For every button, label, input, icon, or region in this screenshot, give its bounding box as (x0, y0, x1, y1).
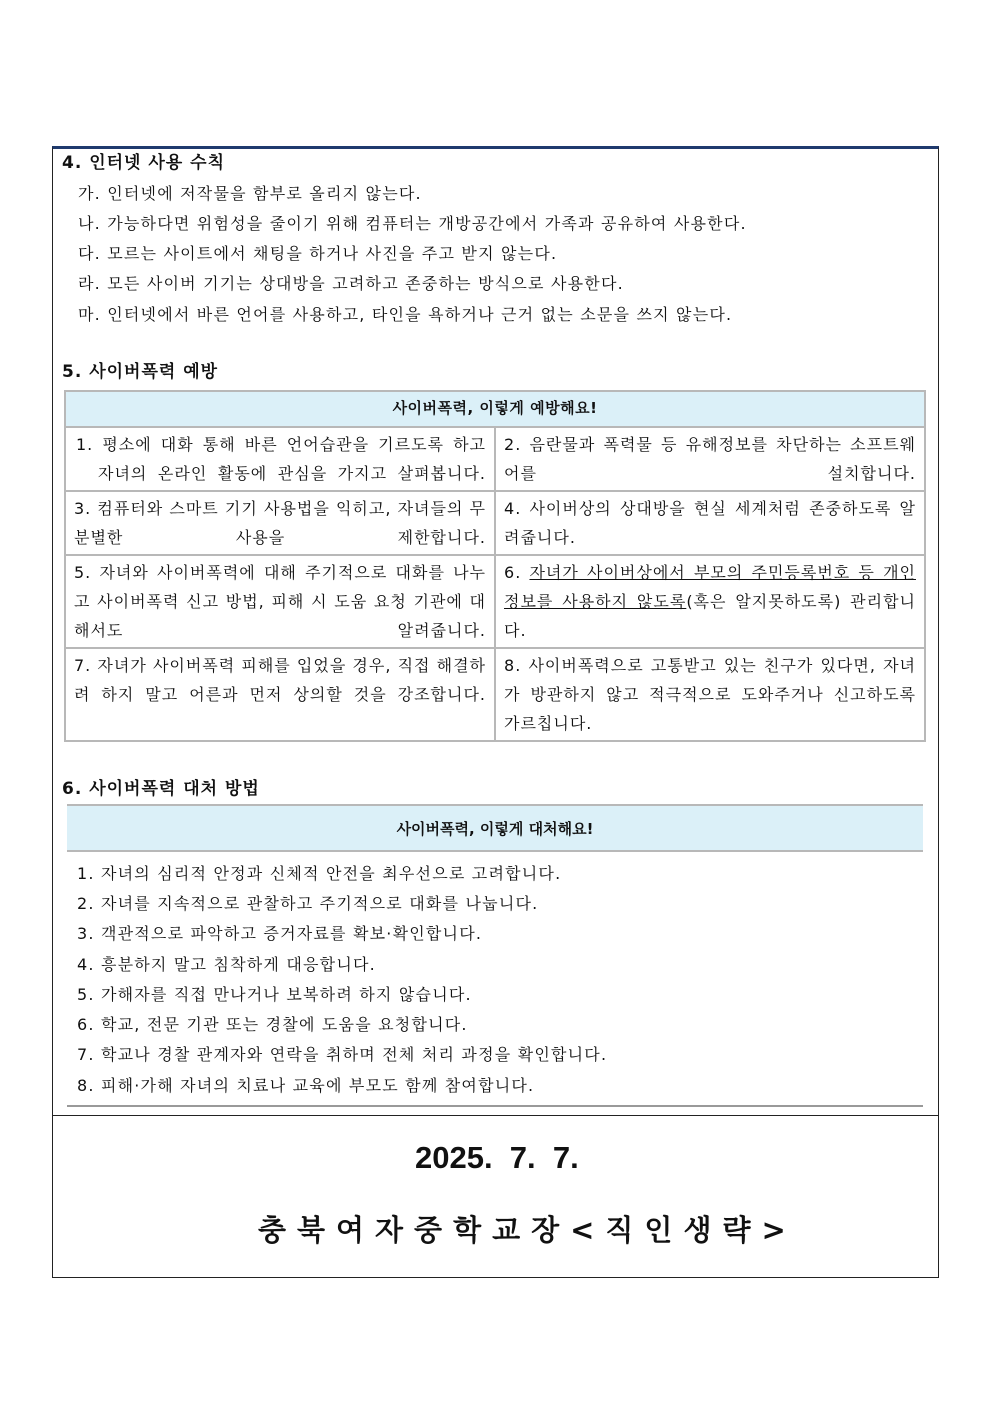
response-item: 2. 자녀를 지속적으로 관찰하고 주기적으로 대화를 나눕니다. (77, 894, 539, 913)
prevention-cell-7: 7. 자녀가 사이버폭력 피해를 입었을 경우, 직접 해결하려 하지 말고 어른과 먼저 상의할 것을 강조합니다. (65, 648, 495, 741)
prevention-cell-3: 3. 컴퓨터와 스마트 기기 사용법을 익히고, 자녀들의 무분별한 사용을 제한합니다. (65, 491, 495, 555)
rule-item: 가. 인터넷에 저작물을 함부로 올리지 않는다. (78, 184, 422, 203)
rule-item: 마. 인터넷에서 바른 언어를 사용하고, 타인을 욕하거나 근거 없는 소문을 쓰지 않는다. (78, 305, 733, 324)
response-item: 7. 학교나 경찰 관계자와 연락을 취하며 전체 처리 과정을 확인합니다. (77, 1045, 608, 1064)
response-item: 5. 가해자를 직접 만나거나 보복하려 하지 않습니다. (77, 985, 472, 1004)
response-item: 8. 피해·가해 자녀의 치료나 교육에 부모도 함께 참여합니다. (77, 1076, 535, 1095)
prevention-cell-4: 4. 사이버상의 상대방을 현실 세계처럼 존중하도록 알려줍니다. (495, 491, 925, 555)
response-item: 4. 흥분하지 말고 침착하게 대응합니다. (77, 955, 376, 974)
prevention-table-title: 사이버폭력, 이렇게 예방해요! (65, 391, 925, 427)
section-4-heading: 4. 인터넷 사용 수칙 (62, 153, 225, 173)
prevention-cell-1: 1. 평소에 대화 통해 바른 언어습관을 기르도록 하고 자녀의 온라인 활동에 관심을 가지고 살펴봅니다. (65, 427, 495, 491)
section-6-heading: 6. 사이버폭력 대처 방법 (62, 779, 260, 799)
prevention-cell-5: 5. 자녀와 사이버폭력에 대해 주기적으로 대화를 나누고 사이버폭력 신고 방법, 피해 시 도움 요청 기관에 대해서도 알려줍니다. (65, 555, 495, 648)
rule-item: 라. 모든 사이버 기기는 상대방을 고려하고 존중하는 방식으로 사용한다. (78, 274, 624, 293)
response-item: 1. 자녀의 심리적 안정과 신체적 안전을 최우선으로 고려합니다. (77, 864, 562, 883)
prevention-table (64, 390, 926, 742)
divider (67, 1105, 923, 1107)
principal-signature: 충북여자중학교장<직인생략> (258, 1213, 797, 1247)
underlined-text: 자녀가 사이버상에서 부모의 주민등록번호 등 개인정보를 사용하지 않도록 (504, 563, 916, 611)
response-box-title: 사이버폭력, 이렇게 대처해요! (67, 804, 923, 852)
prevention-cell-6: 6. 자녀가 사이버상에서 부모의 주민등록번호 등 개인정보를 사용하지 않도록(혹은 알지못하도록) 관리합니다. (495, 555, 925, 648)
rule-item: 다. 모르는 사이트에서 채팅을 하거나 사진을 주고 받지 않는다. (78, 244, 558, 263)
rule-item: 나. 가능하다면 위험성을 줄이기 위해 컴퓨터는 개방공간에서 가족과 공유하여 사용한다. (78, 214, 747, 233)
response-item: 6. 학교, 전문 기관 또는 경찰에 도움을 요청합니다. (77, 1015, 468, 1034)
response-item: 3. 객관적으로 파악하고 증거자료를 확보·확인합니다. (77, 924, 483, 943)
prevention-cell-8: 8. 사이버폭력으로 고통받고 있는 친구가 있다면, 자녀가 방관하지 않고 적극적으로 도와주거나 신고하도록 가르칩니다. (495, 648, 925, 741)
section-5-heading: 5. 사이버폭력 예방 (62, 362, 219, 382)
document-date: 2025. 7. 7. (415, 1140, 579, 1175)
prevention-cell-2: 2. 음란물과 폭력물 등 유해정보를 차단하는 소프트웨어를 설치합니다. (495, 427, 925, 491)
divider (53, 1115, 939, 1116)
